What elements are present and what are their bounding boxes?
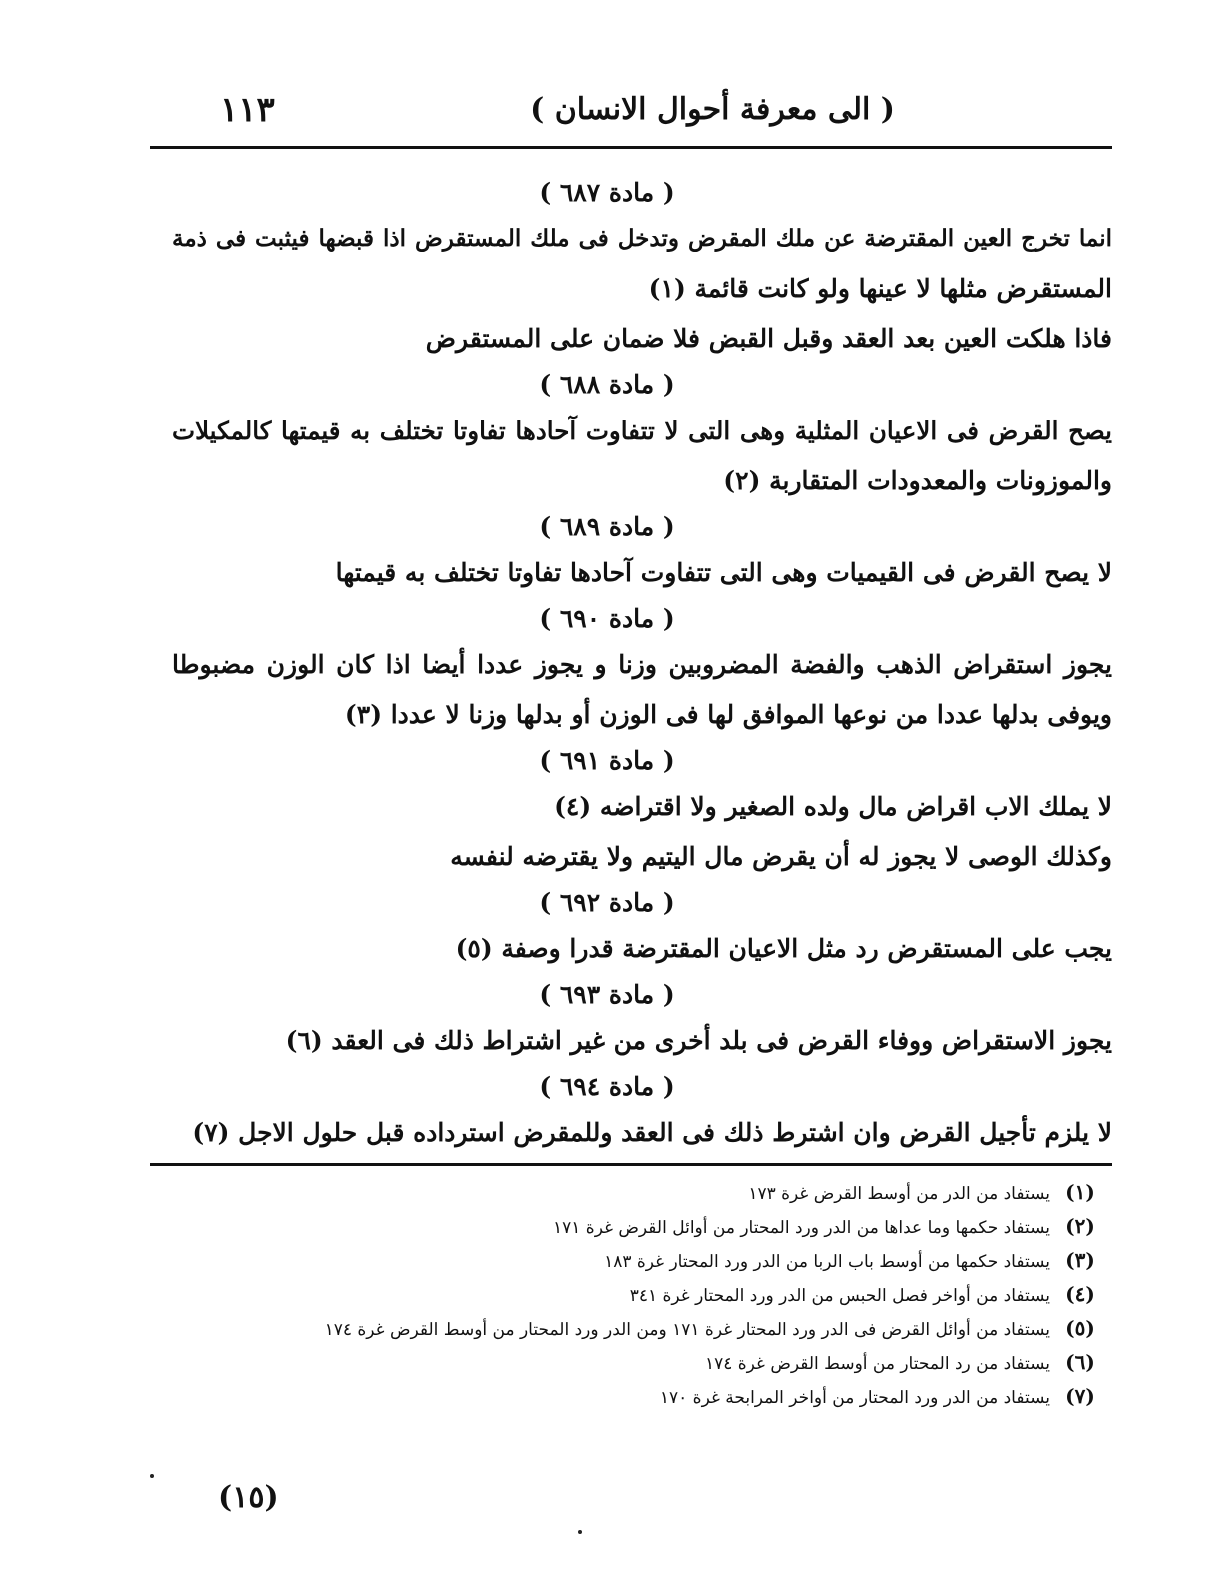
header-rule [150, 146, 1112, 149]
page-header [150, 92, 1110, 138]
signature-number: (١٥) [218, 1480, 279, 1515]
footnote-number: (٣) [1065, 1248, 1095, 1272]
article-heading: ( مادة ٦٨٨ ) [539, 370, 675, 399]
footnote-text: يستفاد من الدر ورد المحتار من أواخر المرابحة غرة ١٧٠ [659, 1388, 1050, 1408]
speck [150, 1474, 154, 1478]
footnote-text: يستفاد حكمها من أوسط باب الربا من الدر ورد المحتار غرة ١٨٣ [604, 1252, 1050, 1272]
article-text-line: فاذا هلكت العين بعد العقد وقبل القبض فلا ضمان على المستقرض [425, 324, 1112, 353]
article-text-line: يجوز الاستقراض ووفاء القرض فى بلد أخرى من غير اشتراط ذلك فى العقد (٦) [285, 1026, 1112, 1055]
speck [578, 1530, 582, 1534]
article-text-line: لا يملك الاب اقراض مال ولده الصغير ولا اقتراضه (٤) [554, 792, 1112, 821]
article-heading: ( مادة ٦٩٣ ) [539, 980, 675, 1009]
article-heading: ( مادة ٦٩٢ ) [539, 888, 675, 917]
footnote-number: (٦) [1065, 1350, 1095, 1374]
footnote-rule [150, 1163, 1112, 1166]
article-heading: ( مادة ٦٩١ ) [539, 746, 675, 775]
article-text-line: يجوز استقراض الذهب والفضة المضروبين وزنا و يجوز عددا أيضا اذا كان الوزن مضبوطا [172, 650, 1112, 679]
footnote [154, 1379, 1104, 1413]
article-text-line: وكذلك الوصى لا يجوز له أن يقرض مال اليتيم ولا يقترضه لنفسه [450, 842, 1112, 871]
article-text-line: يصح القرض فى الاعيان المثلية وهى التى لا تتفاوت آحادها تفاوتا تختلف به قيمتها كالمكيلات [172, 416, 1112, 445]
footnote-text: يستفاد من أوائل القرض فى الدر ورد المحتار غرة ١٧١ ومن الدر ورد المحتار من أوسط القرض غرة ١٧٤ [324, 1320, 1050, 1340]
footnote [154, 1175, 1104, 1209]
article-heading: ( مادة ٦٨٧ ) [539, 178, 675, 207]
article-text-line: لا يصح القرض فى القيميات وهى التى تتفاوت آحادها تفاوتا تختلف به قيمتها [335, 558, 1112, 587]
article-text-line: لا يلزم تأجيل القرض وان اشترط ذلك فى العقد وللمقرض استرداده قبل حلول الاجل (٧) [192, 1118, 1112, 1147]
footnote [154, 1277, 1104, 1311]
footnote [154, 1243, 1104, 1277]
article-heading: ( مادة ٦٩٠ ) [539, 604, 675, 633]
footnote-text: يستفاد حكمها وما عداها من الدر ورد المحتار من أوائل القرض غرة ١٧١ [552, 1218, 1050, 1238]
article-text-line: يجب على المستقرض رد مثل الاعيان المقترضة قدرا وصفة (٥) [455, 934, 1112, 963]
article-text-line: المستقرض مثلها لا عينها ولو كانت قائمة (١) [648, 274, 1112, 303]
footnote [154, 1345, 1104, 1379]
footnote-number: (١) [1065, 1180, 1095, 1204]
footnotes-list [154, 1175, 1104, 1413]
footnote-text: يستفاد من رد المحتار من أوسط القرض غرة ١٧٤ [704, 1354, 1050, 1374]
footnote-text: يستفاد من أواخر فصل الحبس من الدر ورد المحتار غرة ٣٤١ [629, 1286, 1050, 1306]
footnote-number: (٧) [1065, 1384, 1095, 1408]
article-heading: ( مادة ٦٩٤ ) [539, 1072, 675, 1101]
article-text-line: انما تخرج العين المقترضة عن ملك المقرض وتدخل فى ملك المستقرض اذا قبضها فيثبت فى ذمة [172, 225, 1112, 252]
footnote [154, 1311, 1104, 1345]
running-title: ( الى معرفة أحوال الانسان ) [530, 92, 895, 127]
footnote-number: (٢) [1065, 1214, 1095, 1238]
footnote-number: (٥) [1065, 1316, 1095, 1340]
page-number: ١١٣ [220, 90, 275, 130]
article-text-line: ويوفى بدلها عددا من نوعها الموافق لها فى الوزن أو بدلها وزنا لا عددا (٣) [344, 700, 1112, 729]
article-text-line: والموزونات والمعدودات المتقاربة (٢) [723, 466, 1112, 495]
article-heading: ( مادة ٦٨٩ ) [539, 512, 675, 541]
footnote-number: (٤) [1065, 1282, 1095, 1306]
footnote [154, 1209, 1104, 1243]
articles-body [172, 172, 1112, 1158]
footnote-text: يستفاد من الدر من أوسط القرض غرة ١٧٣ [748, 1184, 1050, 1204]
